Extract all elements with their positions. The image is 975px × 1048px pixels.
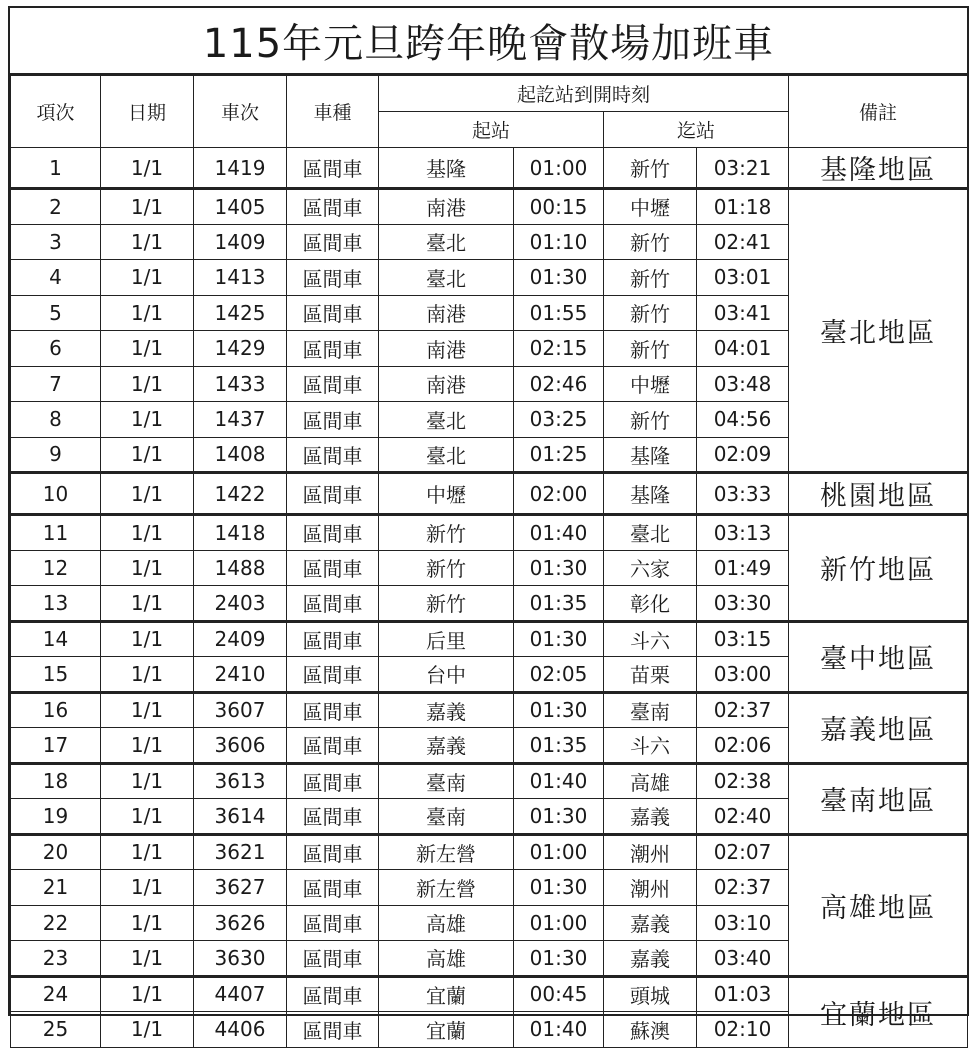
cell-departure: 01:00 <box>514 834 604 870</box>
cell-train-no: 1433 <box>194 366 287 402</box>
page-title: 115年元旦跨年晚會散場加班車 <box>10 8 967 75</box>
cell-date: 1/1 <box>101 1012 194 1048</box>
cell-origin: 宜蘭 <box>379 1012 514 1048</box>
cell-destination: 臺南 <box>604 692 697 728</box>
cell-train-type: 區間車 <box>287 366 379 402</box>
cell-train-type: 區間車 <box>287 1012 379 1048</box>
cell-train-type: 區間車 <box>287 550 379 586</box>
cell-destination: 潮州 <box>604 870 697 906</box>
cell-date: 1/1 <box>101 870 194 906</box>
cell-index: 16 <box>11 692 101 728</box>
cell-index: 15 <box>11 657 101 693</box>
cell-destination: 彰化 <box>604 586 697 622</box>
cell-train-type: 區間車 <box>287 905 379 941</box>
cell-departure: 00:45 <box>514 976 604 1012</box>
cell-index: 8 <box>11 402 101 438</box>
cell-departure: 02:00 <box>514 473 604 515</box>
cell-arrival: 02:09 <box>697 437 789 473</box>
cell-destination: 苗栗 <box>604 657 697 693</box>
cell-departure: 01:30 <box>514 260 604 296</box>
cell-arrival: 03:00 <box>697 657 789 693</box>
cell-date: 1/1 <box>101 621 194 657</box>
cell-departure: 03:25 <box>514 402 604 438</box>
cell-arrival: 03:48 <box>697 366 789 402</box>
cell-date: 1/1 <box>101 148 194 189</box>
cell-origin: 南港 <box>379 189 514 225</box>
cell-train-no: 3630 <box>194 941 287 977</box>
cell-train-type: 區間車 <box>287 586 379 622</box>
cell-origin: 臺北 <box>379 260 514 296</box>
col-header-origin: 起站 <box>379 112 604 148</box>
cell-origin: 臺北 <box>379 224 514 260</box>
cell-date: 1/1 <box>101 260 194 296</box>
cell-train-type: 區間車 <box>287 189 379 225</box>
cell-index: 10 <box>11 473 101 515</box>
cell-index: 22 <box>11 905 101 941</box>
cell-origin: 南港 <box>379 331 514 367</box>
cell-departure: 01:35 <box>514 586 604 622</box>
cell-origin: 南港 <box>379 366 514 402</box>
cell-date: 1/1 <box>101 834 194 870</box>
cell-train-type: 區間車 <box>287 834 379 870</box>
cell-departure: 01:10 <box>514 224 604 260</box>
cell-index: 5 <box>11 295 101 331</box>
cell-index: 17 <box>11 728 101 764</box>
cell-destination: 新竹 <box>604 260 697 296</box>
cell-origin: 后里 <box>379 621 514 657</box>
cell-arrival: 03:13 <box>697 515 789 551</box>
col-header-remark: 備註 <box>789 76 968 148</box>
cell-arrival: 02:07 <box>697 834 789 870</box>
table-row <box>11 976 968 1012</box>
cell-train-type: 區間車 <box>287 331 379 367</box>
cell-origin: 新左營 <box>379 870 514 906</box>
cell-index: 4 <box>11 260 101 296</box>
cell-train-type: 區間車 <box>287 515 379 551</box>
cell-departure: 01:30 <box>514 621 604 657</box>
cell-destination: 斗六 <box>604 621 697 657</box>
cell-train-no: 3606 <box>194 728 287 764</box>
cell-departure: 01:30 <box>514 941 604 977</box>
cell-departure: 01:40 <box>514 1012 604 1048</box>
cell-destination: 新竹 <box>604 148 697 189</box>
cell-destination: 新竹 <box>604 402 697 438</box>
cell-date: 1/1 <box>101 976 194 1012</box>
cell-index: 6 <box>11 331 101 367</box>
cell-index: 24 <box>11 976 101 1012</box>
cell-origin: 臺北 <box>379 402 514 438</box>
cell-train-no: 1409 <box>194 224 287 260</box>
cell-destination: 中壢 <box>604 189 697 225</box>
cell-arrival: 02:41 <box>697 224 789 260</box>
cell-train-type: 區間車 <box>287 728 379 764</box>
cell-destination: 新竹 <box>604 295 697 331</box>
cell-arrival: 01:49 <box>697 550 789 586</box>
cell-index: 2 <box>11 189 101 225</box>
cell-departure: 01:35 <box>514 728 604 764</box>
cell-origin: 宜蘭 <box>379 976 514 1012</box>
cell-date: 1/1 <box>101 515 194 551</box>
table-row <box>11 189 968 225</box>
cell-arrival: 03:10 <box>697 905 789 941</box>
cell-train-type: 區間車 <box>287 941 379 977</box>
cell-index: 13 <box>11 586 101 622</box>
cell-index: 18 <box>11 763 101 799</box>
cell-date: 1/1 <box>101 189 194 225</box>
cell-destination: 潮州 <box>604 834 697 870</box>
cell-origin: 高雄 <box>379 905 514 941</box>
cell-index: 12 <box>11 550 101 586</box>
cell-departure: 02:46 <box>514 366 604 402</box>
cell-date: 1/1 <box>101 586 194 622</box>
schedule-table <box>10 75 968 1048</box>
cell-arrival: 02:40 <box>697 799 789 835</box>
cell-destination: 臺北 <box>604 515 697 551</box>
cell-train-type: 區間車 <box>287 224 379 260</box>
cell-remark-region: 高雄地區 <box>789 834 968 976</box>
table-row <box>11 148 968 189</box>
cell-remark-region: 新竹地區 <box>789 515 968 622</box>
col-header-destination: 迄站 <box>604 112 789 148</box>
cell-origin: 新竹 <box>379 515 514 551</box>
cell-departure: 02:05 <box>514 657 604 693</box>
table-row <box>11 763 968 799</box>
cell-train-type: 區間車 <box>287 437 379 473</box>
cell-origin: 臺北 <box>379 437 514 473</box>
cell-destination: 蘇澳 <box>604 1012 697 1048</box>
cell-origin: 南港 <box>379 295 514 331</box>
cell-destination: 六家 <box>604 550 697 586</box>
cell-departure: 01:30 <box>514 550 604 586</box>
schedule-sheet <box>8 6 969 1043</box>
cell-origin: 臺南 <box>379 799 514 835</box>
cell-destination: 嘉義 <box>604 941 697 977</box>
cell-train-no: 1413 <box>194 260 287 296</box>
cell-train-no: 2403 <box>194 586 287 622</box>
header-row-1 <box>11 76 968 112</box>
cell-departure: 00:15 <box>514 189 604 225</box>
cell-train-no: 1405 <box>194 189 287 225</box>
cell-destination: 新竹 <box>604 224 697 260</box>
cell-destination: 頭城 <box>604 976 697 1012</box>
cell-date: 1/1 <box>101 799 194 835</box>
col-header-train-no: 車次 <box>194 76 287 148</box>
cell-destination: 高雄 <box>604 763 697 799</box>
cell-date: 1/1 <box>101 657 194 693</box>
cell-date: 1/1 <box>101 692 194 728</box>
cell-destination: 嘉義 <box>604 905 697 941</box>
col-header-date: 日期 <box>101 76 194 148</box>
cell-origin: 新竹 <box>379 586 514 622</box>
cell-train-type: 區間車 <box>287 692 379 728</box>
cell-train-type: 區間車 <box>287 148 379 189</box>
schedule-body <box>11 148 968 1048</box>
cell-origin: 新竹 <box>379 550 514 586</box>
cell-departure: 01:30 <box>514 692 604 728</box>
cell-train-no: 3621 <box>194 834 287 870</box>
cell-destination: 中壢 <box>604 366 697 402</box>
cell-train-no: 1422 <box>194 473 287 515</box>
cell-arrival: 03:41 <box>697 295 789 331</box>
cell-train-type: 區間車 <box>287 402 379 438</box>
cell-destination: 基隆 <box>604 473 697 515</box>
cell-arrival: 02:38 <box>697 763 789 799</box>
cell-arrival: 04:56 <box>697 402 789 438</box>
cell-origin: 基隆 <box>379 148 514 189</box>
cell-departure: 01:00 <box>514 905 604 941</box>
cell-index: 23 <box>11 941 101 977</box>
cell-train-type: 區間車 <box>287 260 379 296</box>
cell-index: 11 <box>11 515 101 551</box>
cell-departure: 02:15 <box>514 331 604 367</box>
cell-train-no: 3614 <box>194 799 287 835</box>
cell-origin: 台中 <box>379 657 514 693</box>
cell-train-type: 區間車 <box>287 473 379 515</box>
cell-index: 1 <box>11 148 101 189</box>
cell-arrival: 04:01 <box>697 331 789 367</box>
cell-index: 3 <box>11 224 101 260</box>
cell-date: 1/1 <box>101 728 194 764</box>
cell-train-type: 區間車 <box>287 763 379 799</box>
cell-destination: 嘉義 <box>604 799 697 835</box>
cell-arrival: 03:40 <box>697 941 789 977</box>
cell-index: 7 <box>11 366 101 402</box>
table-row <box>11 692 968 728</box>
cell-train-type: 區間車 <box>287 870 379 906</box>
cell-arrival: 01:03 <box>697 976 789 1012</box>
cell-origin: 嘉義 <box>379 692 514 728</box>
cell-train-no: 1437 <box>194 402 287 438</box>
cell-arrival: 01:18 <box>697 189 789 225</box>
cell-departure: 01:40 <box>514 515 604 551</box>
table-row <box>11 515 968 551</box>
cell-departure: 01:25 <box>514 437 604 473</box>
cell-date: 1/1 <box>101 905 194 941</box>
cell-index: 19 <box>11 799 101 835</box>
cell-date: 1/1 <box>101 763 194 799</box>
cell-index: 14 <box>11 621 101 657</box>
cell-arrival: 03:33 <box>697 473 789 515</box>
cell-remark-region: 臺北地區 <box>789 189 968 473</box>
cell-index: 25 <box>11 1012 101 1048</box>
cell-destination: 新竹 <box>604 331 697 367</box>
cell-train-no: 4407 <box>194 976 287 1012</box>
cell-train-type: 區間車 <box>287 976 379 1012</box>
cell-train-type: 區間車 <box>287 799 379 835</box>
cell-arrival: 03:15 <box>697 621 789 657</box>
cell-train-no: 2409 <box>194 621 287 657</box>
cell-departure: 01:40 <box>514 763 604 799</box>
cell-train-no: 1419 <box>194 148 287 189</box>
cell-arrival: 03:01 <box>697 260 789 296</box>
cell-origin: 嘉義 <box>379 728 514 764</box>
cell-origin: 高雄 <box>379 941 514 977</box>
table-row <box>11 621 968 657</box>
cell-remark-region: 嘉義地區 <box>789 692 968 763</box>
cell-departure: 01:00 <box>514 148 604 189</box>
cell-date: 1/1 <box>101 550 194 586</box>
cell-train-no: 1425 <box>194 295 287 331</box>
cell-remark-region: 桃園地區 <box>789 473 968 515</box>
cell-origin: 中壢 <box>379 473 514 515</box>
cell-train-type: 區間車 <box>287 621 379 657</box>
cell-date: 1/1 <box>101 402 194 438</box>
cell-train-type: 區間車 <box>287 657 379 693</box>
cell-destination: 斗六 <box>604 728 697 764</box>
cell-train-no: 3613 <box>194 763 287 799</box>
cell-index: 20 <box>11 834 101 870</box>
cell-departure: 01:30 <box>514 799 604 835</box>
col-header-index: 項次 <box>11 76 101 148</box>
cell-train-no: 3626 <box>194 905 287 941</box>
cell-train-no: 1429 <box>194 331 287 367</box>
cell-index: 9 <box>11 437 101 473</box>
cell-date: 1/1 <box>101 331 194 367</box>
cell-arrival: 02:37 <box>697 870 789 906</box>
col-header-times-group: 起訖站到開時刻 <box>379 76 789 112</box>
cell-date: 1/1 <box>101 473 194 515</box>
cell-date: 1/1 <box>101 224 194 260</box>
cell-arrival: 02:06 <box>697 728 789 764</box>
cell-arrival: 03:21 <box>697 148 789 189</box>
cell-train-no: 2410 <box>194 657 287 693</box>
table-row <box>11 834 968 870</box>
cell-departure: 01:55 <box>514 295 604 331</box>
cell-remark-region: 臺中地區 <box>789 621 968 692</box>
cell-train-no: 1418 <box>194 515 287 551</box>
cell-date: 1/1 <box>101 295 194 331</box>
cell-train-no: 4406 <box>194 1012 287 1048</box>
col-header-train-type: 車種 <box>287 76 379 148</box>
cell-origin: 臺南 <box>379 763 514 799</box>
table-row <box>11 473 968 515</box>
cell-train-no: 1488 <box>194 550 287 586</box>
cell-remark-region: 宜蘭地區 <box>789 976 968 1047</box>
cell-arrival: 02:37 <box>697 692 789 728</box>
cell-index: 21 <box>11 870 101 906</box>
cell-arrival: 03:30 <box>697 586 789 622</box>
cell-destination: 基隆 <box>604 437 697 473</box>
cell-arrival: 02:10 <box>697 1012 789 1048</box>
cell-train-type: 區間車 <box>287 295 379 331</box>
cell-train-no: 3627 <box>194 870 287 906</box>
cell-train-no: 1408 <box>194 437 287 473</box>
cell-remark-region: 臺南地區 <box>789 763 968 834</box>
cell-train-no: 3607 <box>194 692 287 728</box>
cell-origin: 新左營 <box>379 834 514 870</box>
cell-date: 1/1 <box>101 366 194 402</box>
cell-remark-region: 基隆地區 <box>789 148 968 189</box>
cell-date: 1/1 <box>101 437 194 473</box>
cell-date: 1/1 <box>101 941 194 977</box>
cell-departure: 01:30 <box>514 870 604 906</box>
